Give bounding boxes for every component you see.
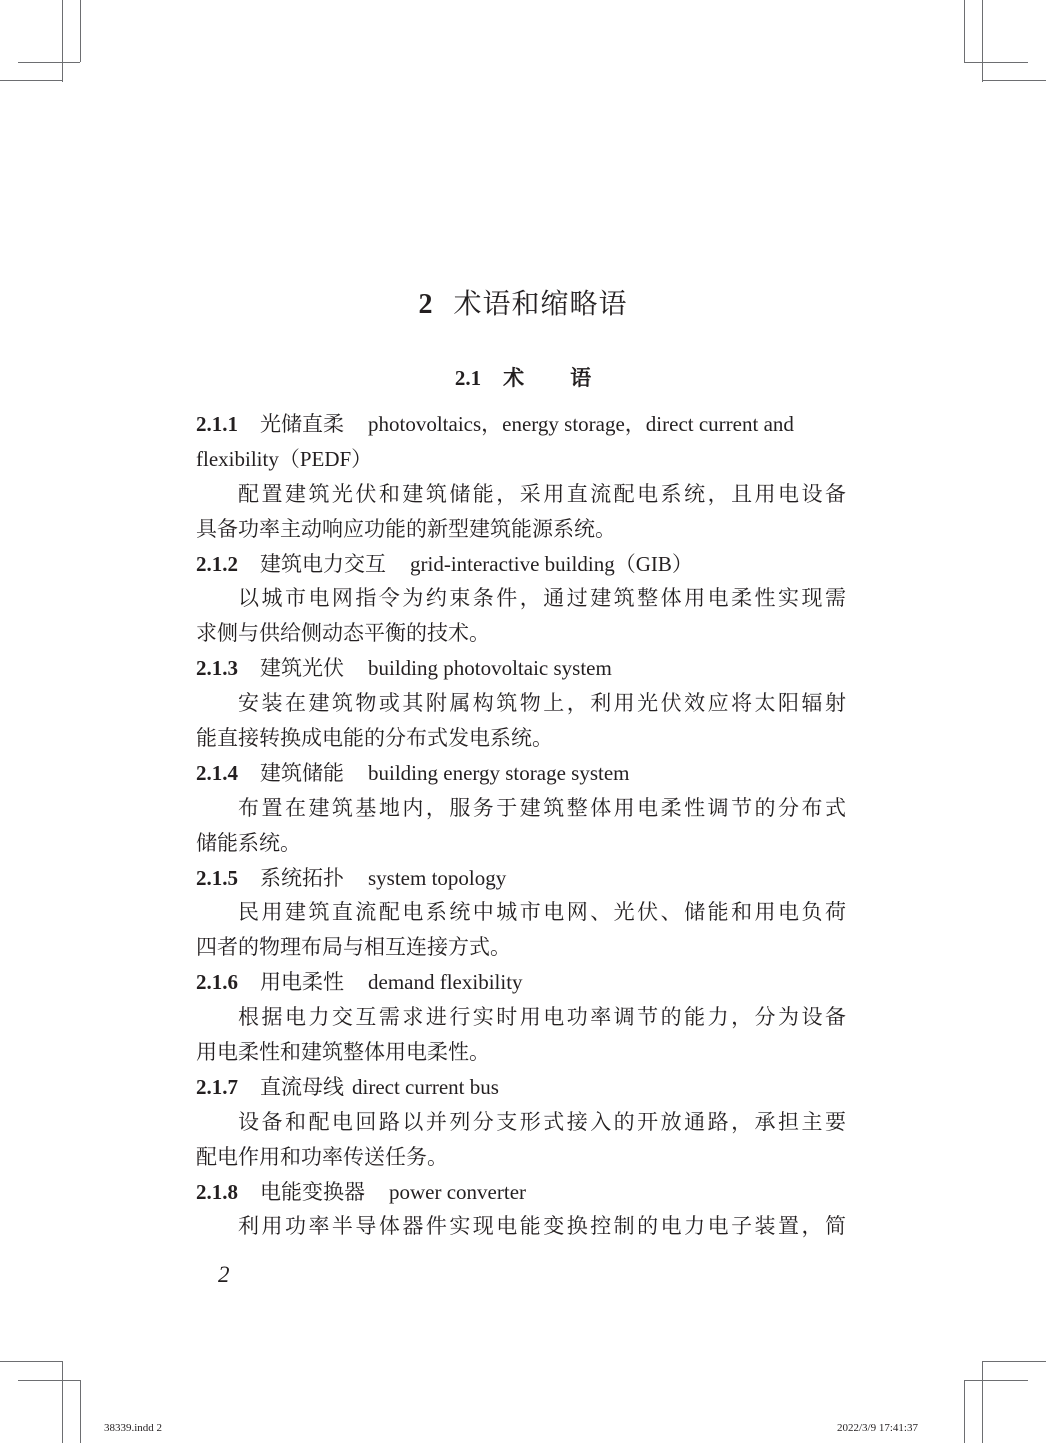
term-heading: [196, 1070, 846, 1105]
term-english: building photovoltaic system: [368, 656, 612, 681]
section-heading-part-1: 术: [503, 365, 525, 390]
term-english: direct current bus: [352, 1074, 499, 1099]
slug-filename: 38339.indd 2: [104, 1422, 163, 1434]
term-english: building energy storage system: [368, 760, 630, 785]
chapter-heading: 术语和缩略语: [453, 287, 628, 320]
crop-mark: [0, 80, 62, 81]
crop-mark: [80, 0, 81, 62]
chapter-number: 2: [418, 289, 434, 320]
term-definition: 四者的物理布局与相互连接方式。: [196, 935, 511, 960]
term-chinese: 用电柔性: [260, 970, 344, 995]
term-english: demand flexibility: [368, 970, 523, 995]
term-definition: 根据电力交互需求进行实时用电功率调节的能力，分为设备: [238, 1005, 846, 1030]
crop-mark: [964, 0, 965, 62]
term-chinese: 建筑电力交互: [260, 551, 386, 576]
crop-mark: [964, 1380, 1028, 1381]
term-heading: [196, 861, 846, 896]
section-title: [0, 362, 1046, 392]
crop-mark: [982, 80, 1046, 81]
chapter-title: [0, 282, 1046, 322]
slug-timestamp: 2022/3/9 17:41:37: [837, 1422, 918, 1434]
term-number: 2.1.7: [196, 1074, 238, 1099]
term-definition: 用电柔性和建筑整体用电柔性。: [196, 1040, 490, 1065]
term-definition: 能直接转换成电能的分布式发电系统。: [196, 726, 553, 751]
term-definition: 以城市电网指令为约束条件，通过建筑整体用电柔性实现需: [238, 586, 846, 611]
section-heading-part-2: 语: [570, 365, 592, 390]
term-english-continued: flexibility（PEDF）: [196, 446, 373, 471]
crop-mark: [80, 1380, 81, 1443]
term-definition: 民用建筑直流配电系统中城市电网、光伏、储能和用电负荷: [238, 900, 846, 925]
term-heading: [196, 1175, 846, 1210]
page-number: 2: [218, 1262, 230, 1287]
crop-mark: [982, 1361, 983, 1443]
term-definition: 储能系统。: [196, 830, 301, 855]
term-chinese: 光储直柔: [260, 412, 344, 436]
term-heading: [196, 965, 846, 1000]
crop-mark: [18, 1380, 80, 1381]
term-number: 2.1.2: [196, 551, 238, 576]
term-definition: 配电作用和功率传送任务。: [196, 1144, 448, 1169]
term-heading: [196, 547, 846, 582]
term-number: 2.1.1: [196, 412, 238, 436]
term-definition: 求侧与供给侧动态平衡的技术。: [196, 621, 490, 646]
crop-mark: [62, 0, 63, 82]
terms-list: [196, 407, 846, 1244]
crop-mark: [18, 62, 80, 63]
term-heading: [196, 651, 846, 686]
term-heading: [196, 756, 846, 791]
term-number: 2.1.6: [196, 970, 238, 995]
term-chinese: 电能变换器: [260, 1179, 365, 1204]
term-definition: 设备和配电回路以并列分支形式接入的开放通路，承担主要: [238, 1109, 846, 1134]
crop-mark: [982, 0, 983, 82]
term-english: system topology: [368, 865, 507, 890]
term-definition: 具备功率主动响应功能的新型建筑能源系统。: [196, 516, 616, 541]
term-english: grid-interactive building（GIB）: [410, 551, 693, 576]
term-number: 2.1.5: [196, 865, 238, 890]
section-number: 2.1: [454, 366, 482, 390]
crop-mark: [982, 1361, 1046, 1362]
crop-mark: [964, 1380, 965, 1443]
crop-mark: [62, 1361, 63, 1443]
term-chinese: 系统拓扑: [260, 865, 344, 890]
crop-mark: [964, 62, 1028, 63]
term-definition: 安装在建筑物或其附属构筑物上，利用光伏效应将太阳辐射: [238, 691, 846, 716]
term-number: 2.1.8: [196, 1179, 238, 1204]
term-english: power converter: [389, 1179, 527, 1204]
term-chinese: 直流母线: [260, 1074, 344, 1099]
crop-mark: [0, 1361, 62, 1362]
term-definition: 利用功率半导体器件实现电能变换控制的电力电子装置，简: [238, 1214, 846, 1239]
term-definition: 布置在建筑基地内，服务于建筑整体用电柔性调节的分布式: [238, 795, 846, 820]
term-number: 2.1.4: [196, 760, 238, 785]
term-heading: [196, 407, 846, 442]
term-number: 2.1.3: [196, 656, 238, 681]
term-definition: 配置建筑光伏和建筑储能，采用直流配电系统，且用电设备: [238, 481, 846, 506]
term-chinese: 建筑储能: [260, 760, 344, 785]
term-chinese: 建筑光伏: [260, 656, 344, 681]
term-english: photovoltaics，energy storage，direct current and: [368, 412, 794, 436]
